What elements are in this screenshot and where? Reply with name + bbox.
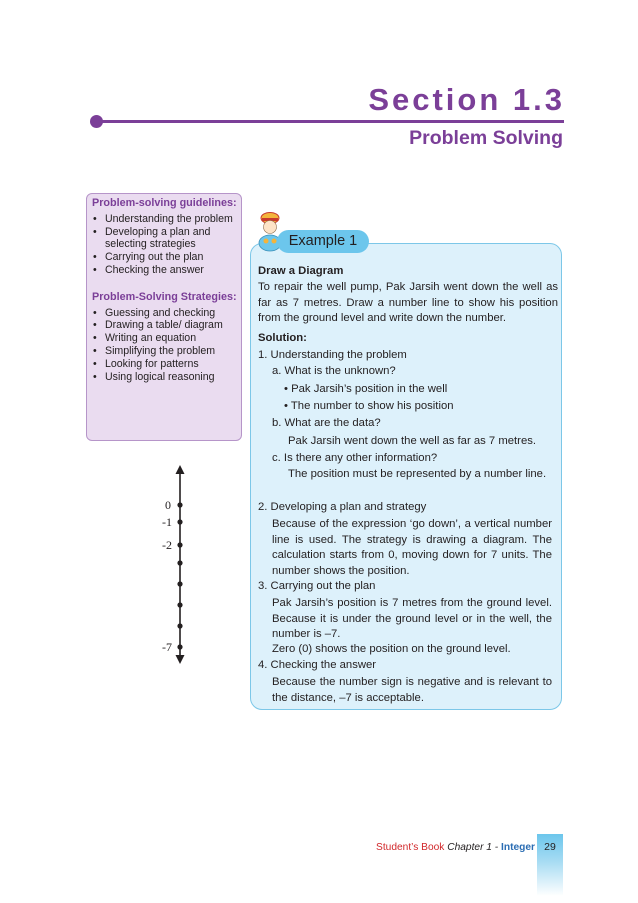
strategy-item: • Guessing and checking [92, 307, 237, 320]
header-rule [96, 120, 564, 123]
strategy-item: • Writing an equation [92, 332, 237, 345]
step-3-text-2: Zero (0) shows the position on the ground level. [272, 643, 511, 655]
strategies-list [92, 307, 237, 384]
tick-minus-5 [177, 602, 182, 607]
section-number: Section 1.3 [368, 82, 565, 117]
bullet-2: • The number to show his position [284, 400, 454, 412]
label-minus-1: -1 [162, 515, 172, 529]
bullet-1: • Pak Jarsih’s position in the well [284, 383, 448, 395]
arrow-down-icon [176, 655, 185, 664]
example-badge: Example 1 [277, 230, 369, 253]
guideline-item: • Checking the answer [92, 264, 237, 277]
step-3-title: 3. Carrying out the plan [258, 580, 376, 592]
tick-minus-7 [177, 644, 182, 649]
page-title: Problem Solving [409, 127, 563, 149]
number-line-diagram [140, 465, 220, 665]
strategy-item: • Looking for patterns [92, 358, 237, 371]
label-0: 0 [165, 498, 171, 512]
strategy-item: • Simplifying the problem [92, 345, 237, 358]
guideline-item: • Understanding the problem [92, 213, 237, 226]
strategy-item: • Drawing a table/ diagram [92, 319, 237, 332]
header-rule-dot [90, 115, 103, 128]
guidelines-list [92, 213, 237, 277]
tick-minus-6 [177, 623, 182, 628]
data-text: Pak Jarsih went down the well as far as 7 metres. [288, 435, 537, 447]
step-2-title: 2. Developing a plan and strategy [258, 501, 427, 513]
step-1c: c. Is there any other information? [272, 452, 438, 464]
solution-label: Solution: [258, 332, 307, 344]
strategies-heading: Problem-Solving Strategies: [92, 290, 237, 303]
tick-minus-4 [177, 581, 182, 586]
info-text: The position must be represented by a number line. [288, 468, 547, 480]
step-2-text: Because of the expression ‘go down’, a vertical number line is used. The strategy is drawing a diagram. The calculation starts from 0, moving down for 7 units. The number shows the position. [272, 518, 552, 577]
step-3-text: Pak Jarsih’s position is 7 metres from the ground level. Because it is under the ground level or in the well, the number is –7. [272, 597, 552, 641]
label-minus-2: -2 [162, 538, 172, 552]
example-heading: Draw a Diagram [258, 265, 344, 277]
step-4-title: 4. Checking the answer [258, 659, 377, 671]
footer-caption [370, 842, 535, 853]
step-4-text: Because the number sign is negative and is relevant to the distance, –7 is acceptable. [272, 676, 552, 704]
strategy-item: • Using logical reasoning [92, 371, 237, 384]
guidelines-box [86, 193, 242, 441]
tick-minus-2 [177, 542, 182, 547]
guideline-item: • Carrying out the plan [92, 251, 237, 264]
guideline-item: • Developing a plan and selecting strategies [92, 226, 237, 252]
tick-minus-3 [177, 560, 182, 565]
step-1a: a. What is the unknown? [272, 365, 396, 377]
guidelines-heading: Problem-solving guidelines: [92, 197, 237, 209]
label-minus-7: -7 [162, 640, 172, 654]
tick-0 [177, 502, 182, 507]
arrow-up-icon [176, 465, 185, 474]
step-1b: b. What are the data? [272, 417, 381, 429]
tick-minus-1 [177, 519, 182, 524]
footer-topic: Integer [501, 842, 535, 853]
problem-text: To repair the well pump, Pak Jarsih went down the well as far as 7 metres. Draw a number line to show his position from the ground level and write down the number. [258, 281, 558, 325]
footer-book: Student’s Book [376, 842, 448, 853]
footer-chapter: Chapter 1 - [447, 842, 502, 853]
step-1-title: 1. Understanding the problem [258, 349, 407, 361]
example-box [250, 243, 562, 710]
page-number: 29 [544, 841, 556, 853]
